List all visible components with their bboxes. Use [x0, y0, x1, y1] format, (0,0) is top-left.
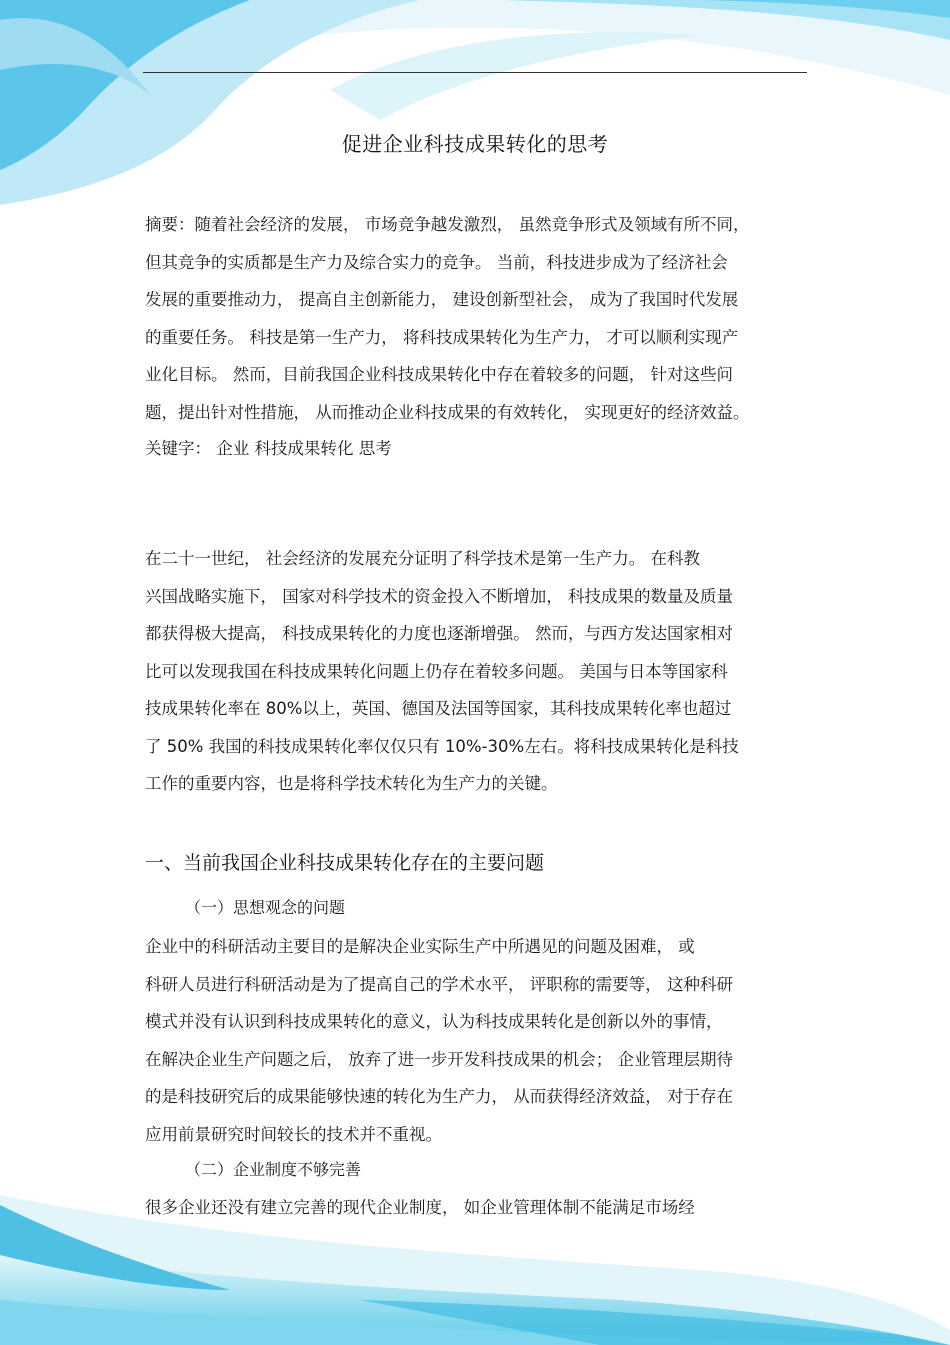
subsection-paragraph	[145, 928, 810, 1153]
paragraph-line: 企业中的科研活动主要目的是解决企业实际生产中所遇见的问题及困难， 或	[145, 937, 695, 956]
paragraph-line: 在解决企业生产问题之后， 放弃了进一步开发科技成果的机会； 企业管理层期待	[145, 1049, 733, 1069]
abstract	[145, 206, 810, 431]
subsection-paragraph	[145, 1189, 810, 1227]
paragraph-line: 都获得极大提高， 科技成果转化的力度也逐渐增强。 然而，与西方发达国家相对	[145, 624, 733, 643]
abstract-line: 但其竞争的实质都是生产力及综合实力的竞争。 当前，科技进步成为了经济社会	[145, 252, 728, 272]
intro-paragraph	[145, 540, 810, 803]
document-title: 促进企业科技成果转化的思考	[341, 132, 609, 156]
abstract-line: 摘要：随着社会经济的发展， 市场竞争越发激烈， 虽然竞争形式及领域有所不同，	[145, 215, 750, 234]
keywords: 关键字： 企业 科技成果转化 思考	[145, 439, 392, 458]
abstract-line: 业化目标。 然而，目前我国企业科技成果转化中存在着较多的问题， 针对这些问	[145, 365, 733, 384]
abstract-line: 题，提出针对性措施， 从而推动企业科技成果的有效转化， 实现更好的经济效益。	[145, 402, 750, 422]
abstract-line: 发展的重要推动力， 提高自主创新能力， 建设创新型社会， 成为了我国时代发展	[145, 290, 739, 309]
abstract-line: 的重要任务。 科技是第一生产力， 将科技成果转化为生产力， 才可以顺利实现产	[145, 327, 739, 347]
paragraph-line: 的是科技研究后的成果能够快速的转化为生产力， 从而获得经济效益， 对于存在	[145, 1087, 733, 1106]
paragraph-line: 科研人员进行科研活动是为了提高自己的学术水平， 评职称的需要等， 这种科研	[145, 974, 733, 994]
subsection-heading: （一）思想观念的问题	[185, 898, 346, 917]
paragraph-line: 工作的重要内容，也是将科学技术转化为生产力的关键。	[145, 774, 558, 793]
paragraph-line: 模式并没有认识到科技成果转化的意义，认为科技成果转化是创新以外的事情，	[145, 1012, 723, 1031]
paragraph-line: 应用前景研究时间较长的技术并不重视。	[145, 1124, 442, 1144]
paragraph-line: 技成果转化率在 80%以上，英国、德国及法国等国家，其科技成果转化率也超过	[145, 699, 732, 718]
paragraph-line: 比可以发现我国在科技成果转化问题上仍存在着较多问题。 美国与日本等国家科	[145, 661, 728, 681]
paragraph-line: 兴国战略实施下， 国家对科学技术的资金投入不断增加， 科技成果的数量及质量	[145, 586, 733, 606]
header-rule	[143, 72, 807, 73]
paragraph-line: 了 50% 我国的科技成果转化率仅仅只有 10%-30%左右。将科技成果转化是科技	[145, 736, 739, 756]
section-heading: 一、当前我国企业科技成果转化存在的主要问题	[145, 852, 545, 874]
paragraph-line: 在二十一世纪， 社会经济的发展充分证明了科学技术是第一生产力。 在科教	[145, 549, 700, 568]
paragraph-line: 很多企业还没有建立完善的现代企业制度， 如企业管理体制不能满足市场经	[145, 1198, 695, 1217]
subsection-heading: （二）企业制度不够完善	[185, 1160, 362, 1179]
